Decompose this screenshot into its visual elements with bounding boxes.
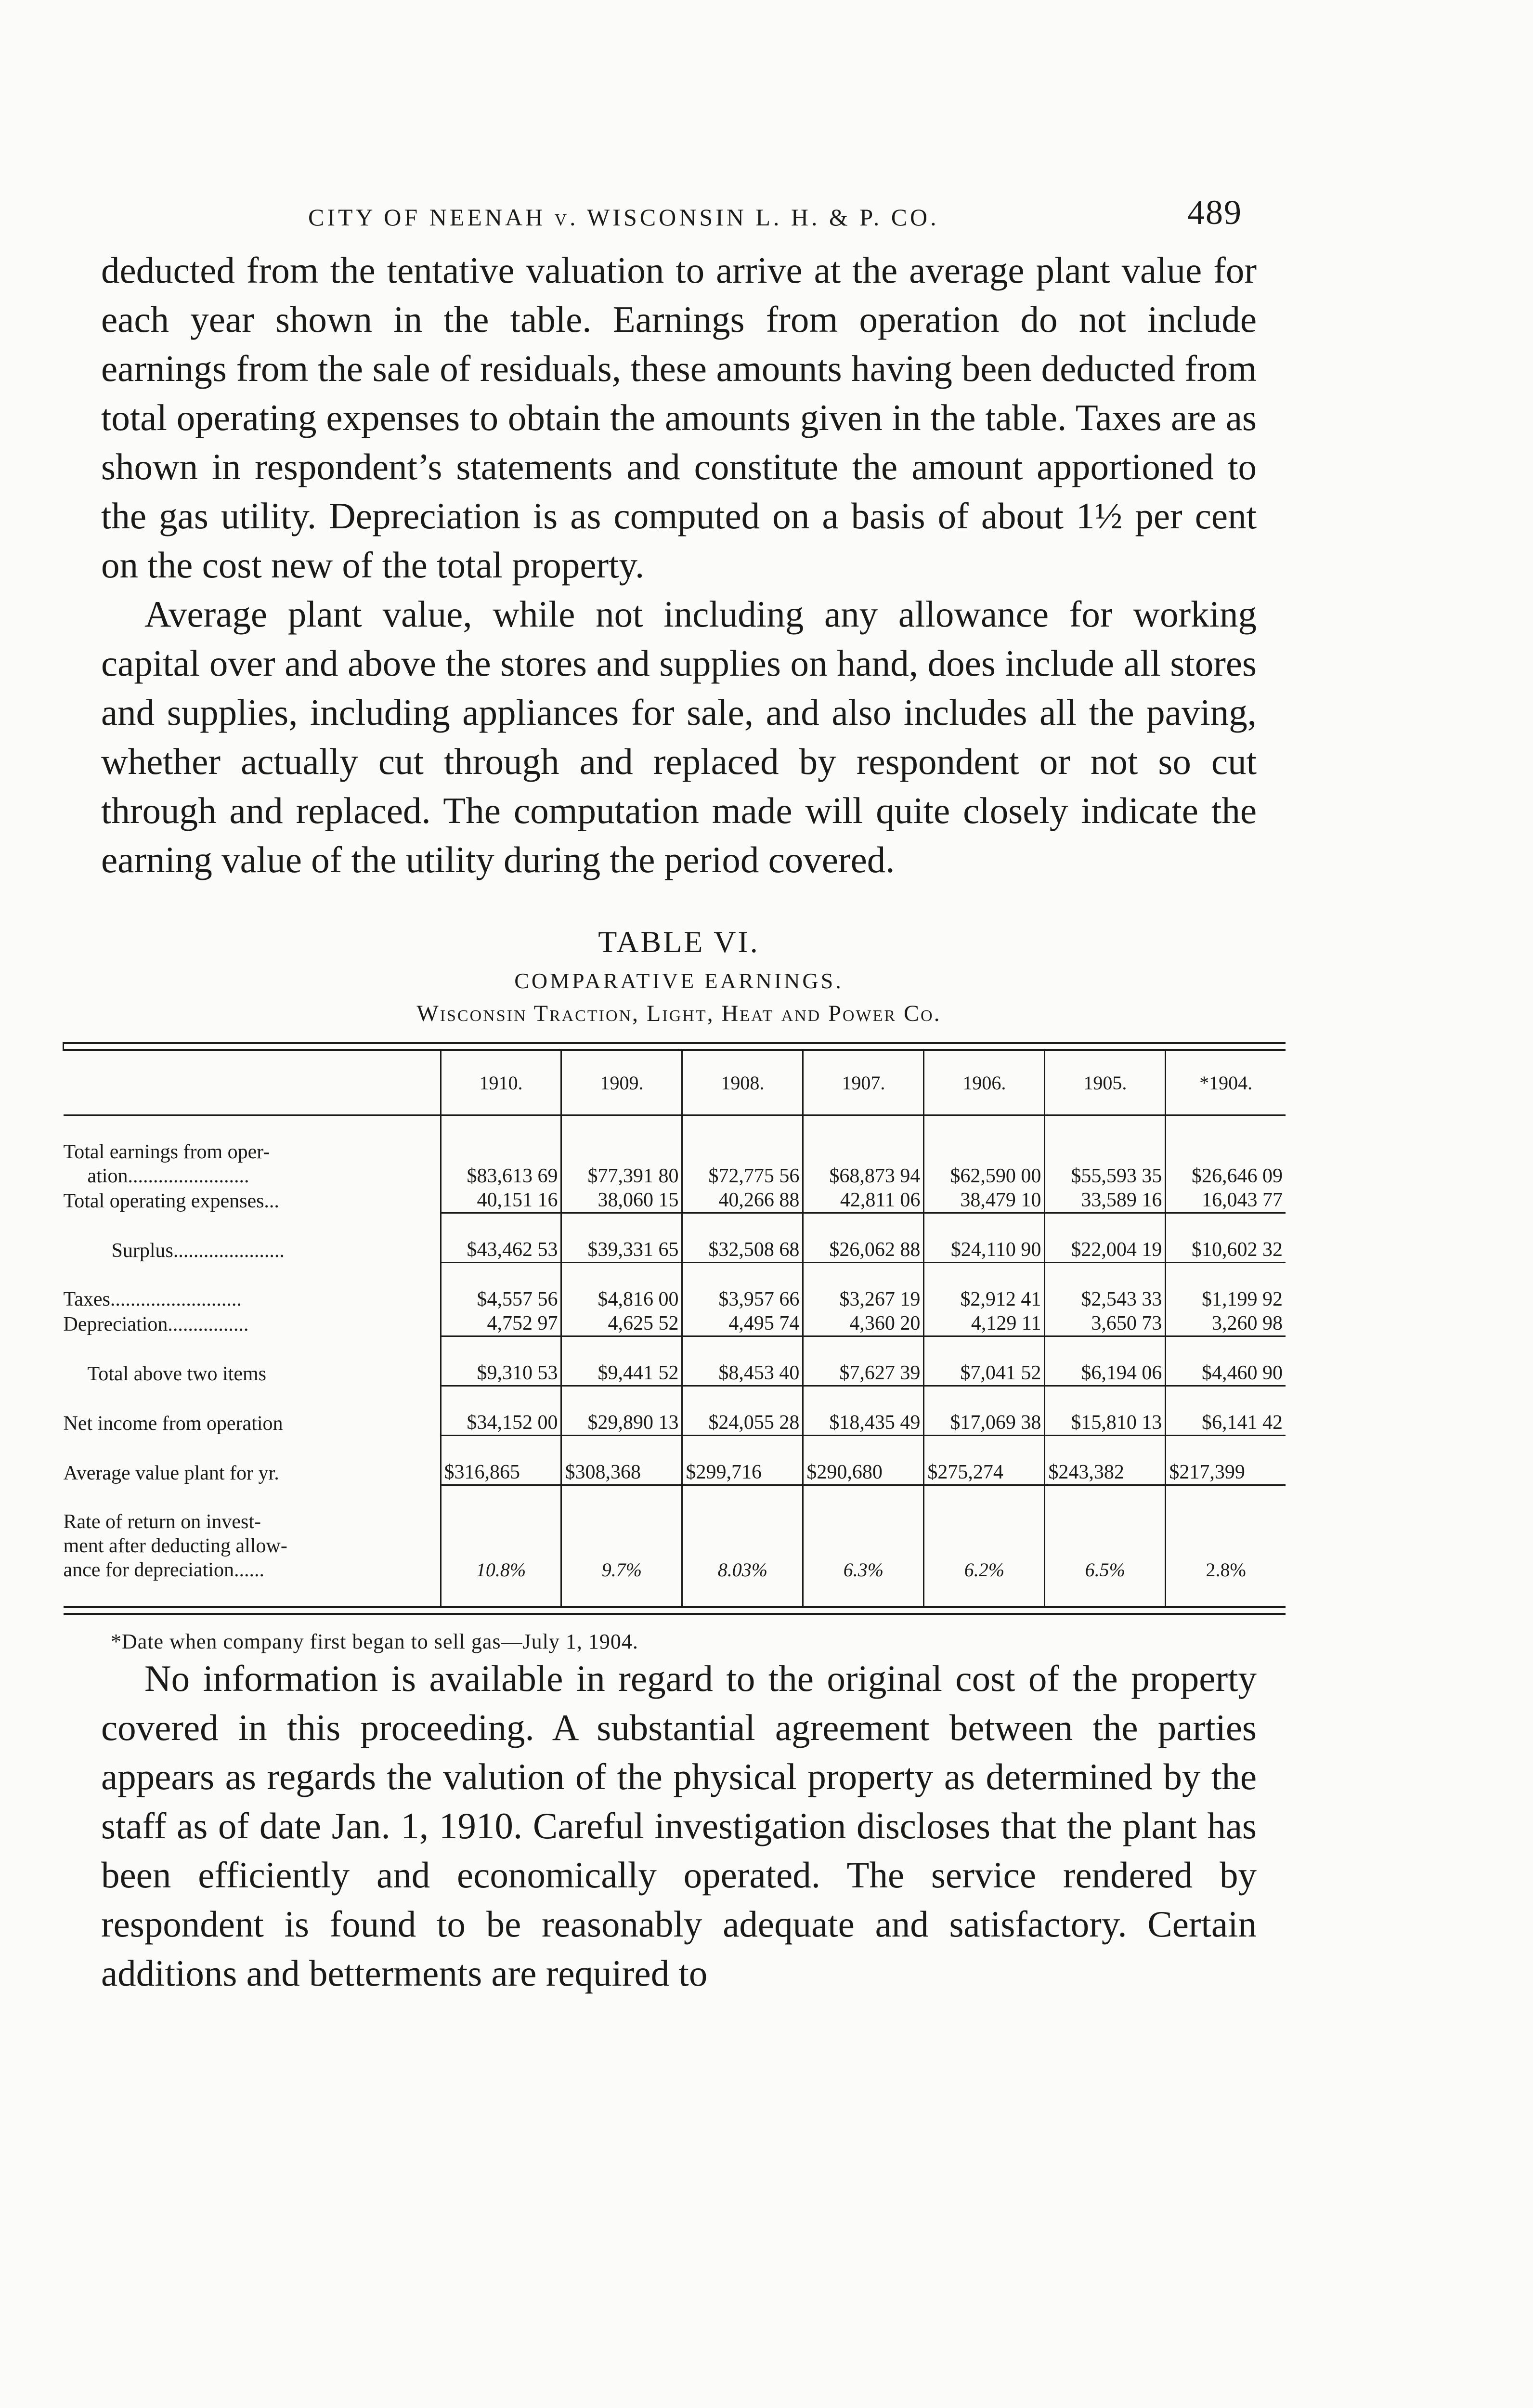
cell: $18,435 49: [803, 1411, 924, 1436]
cell: $316,865: [441, 1460, 561, 1485]
year-header: 1908.: [682, 1050, 803, 1115]
table-row: [64, 1361, 1286, 1386]
row-label: Surplus......................: [111, 1239, 285, 1262]
cell: 3,650 73: [1045, 1311, 1166, 1336]
page-number: 489: [1187, 193, 1242, 232]
table-row: [64, 1238, 1286, 1263]
year-header: 1907.: [803, 1050, 924, 1115]
cell: 4,625 52: [561, 1311, 682, 1336]
table-row: [64, 1311, 1286, 1336]
cell: $68,873 94: [803, 1140, 924, 1188]
cell: $15,810 13: [1045, 1411, 1166, 1436]
cell: $8,453 40: [682, 1361, 803, 1386]
cell: 4,752 97: [441, 1311, 561, 1336]
cell: $72,775 56: [682, 1140, 803, 1188]
cell: $43,462 53: [441, 1238, 561, 1263]
row-label: Average value plant for yr.: [63, 1462, 279, 1484]
comparative-earnings-table: [63, 1042, 1286, 1615]
table-row: [64, 1411, 1286, 1436]
table-header-row: [64, 1050, 1286, 1115]
cell: $34,152 00: [441, 1411, 561, 1436]
row-label: Depreciation................: [63, 1313, 249, 1335]
cell: $4,816 00: [561, 1287, 682, 1311]
cell: 4,129 11: [924, 1311, 1045, 1336]
cell: 42,811 06: [803, 1188, 924, 1213]
cell: 33,589 16: [1045, 1188, 1166, 1213]
cell: $308,368: [561, 1460, 682, 1485]
year-header: 1906.: [924, 1050, 1045, 1115]
table-caption: [101, 923, 1257, 1031]
cell: $62,590 00: [924, 1140, 1045, 1188]
cell: $24,110 90: [924, 1238, 1045, 1263]
cell: $3,267 19: [803, 1287, 924, 1311]
row-label: Rate of return on invest- ment after deducting allow- ance for depreciation......: [63, 1511, 287, 1581]
cell: 16,043 77: [1166, 1188, 1286, 1213]
year-header: *1904.: [1166, 1050, 1286, 1115]
cell: $9,441 52: [561, 1361, 682, 1386]
cell: $9,310 53: [441, 1361, 561, 1386]
table-row: [64, 1140, 1286, 1188]
cell: $4,557 56: [441, 1287, 561, 1311]
table-company: Wisconsin Traction, Light, Heat and Power Co.: [416, 1001, 941, 1026]
cell: $83,613 69: [441, 1140, 561, 1188]
cell: 8.03%: [682, 1510, 803, 1582]
cell: $6,194 06: [1045, 1361, 1166, 1386]
cell: $32,508 68: [682, 1238, 803, 1263]
cell: 4,360 20: [803, 1311, 924, 1336]
cell: $10,602 32: [1166, 1238, 1286, 1263]
cell: $1,199 92: [1166, 1287, 1286, 1311]
cell: 40,151 16: [441, 1188, 561, 1213]
paragraph-2: Average plant value, while not including any allowance for working capital over and above the stores and supplies on hand, does include all stores and supplies, including appliances for sale, and also includes all the paving, whether actually cut through and replaced by respondent or not so cut through and replaced. The computation made will quite closely indicate the earning value of the utility during the period covered.: [101, 593, 1257, 880]
cell: $4,460 90: [1166, 1361, 1286, 1386]
cell: $299,716: [682, 1460, 803, 1485]
cell: 4,495 74: [682, 1311, 803, 1336]
table-row: [64, 1287, 1286, 1311]
cell: 40,266 88: [682, 1188, 803, 1213]
row-label: Total earnings from oper- ation........................: [63, 1141, 270, 1187]
row-label: Taxes..........................: [63, 1288, 242, 1310]
cell: $290,680: [803, 1460, 924, 1485]
table-row: [64, 1510, 1286, 1582]
cell: 6.2%: [924, 1510, 1045, 1582]
cell: $275,274: [924, 1460, 1045, 1485]
table-row: [64, 1188, 1286, 1213]
cell: $17,069 38: [924, 1411, 1045, 1436]
paragraph-1: deducted from the tentative valuation to arrive at the average plant value for each year shown in the table. Earnings from operation do not include earnings from the sale of residuals, these amounts having been deducted from total operating expenses to obtain the amounts given in the table. Taxes are as shown in respondent’s statements and constitute the amount apportioned to the gas utility. Depreciation is as computed on a basis of about 1½ per cent on the cost new of the total property.: [101, 249, 1257, 586]
cell: 38,060 15: [561, 1188, 682, 1213]
cell: $26,062 88: [803, 1238, 924, 1263]
row-label: Total operating expenses...: [63, 1190, 279, 1212]
cell: $22,004 19: [1045, 1238, 1166, 1263]
header-blank: [64, 1050, 441, 1115]
cell: $7,041 52: [924, 1361, 1045, 1386]
cell: 9.7%: [561, 1510, 682, 1582]
table-number: TABLE VI.: [598, 925, 760, 959]
cell: 6.3%: [803, 1510, 924, 1582]
cell: $2,543 33: [1045, 1287, 1166, 1311]
cell: $77,391 80: [561, 1140, 682, 1188]
cell: $55,593 35: [1045, 1140, 1166, 1188]
cell: $26,646 09: [1166, 1140, 1286, 1188]
page: [63, 193, 1283, 1998]
running-head-title: CITY OF NEENAH v. WISCONSIN L. H. & P. CO.: [308, 204, 939, 231]
cell: $243,382: [1045, 1460, 1166, 1485]
table-subtitle: COMPARATIVE EARNINGS.: [514, 968, 844, 993]
cell: $217,399: [1166, 1460, 1286, 1485]
cell: $7,627 39: [803, 1361, 924, 1386]
row-label: Total above two items: [87, 1362, 266, 1385]
cell: $29,890 13: [561, 1411, 682, 1436]
year-header: 1910.: [441, 1050, 561, 1115]
cell: $3,957 66: [682, 1287, 803, 1311]
row-label: Net income from operation: [63, 1412, 283, 1435]
running-head: [101, 193, 1257, 246]
table-row: [64, 1460, 1286, 1485]
cell: 38,479 10: [924, 1188, 1045, 1213]
cell: 10.8%: [441, 1510, 561, 1582]
year-header: 1905.: [1045, 1050, 1166, 1115]
cell: $39,331 65: [561, 1238, 682, 1263]
year-header: 1909.: [561, 1050, 682, 1115]
cell: $24,055 28: [682, 1411, 803, 1436]
cell: 6.5%: [1045, 1510, 1166, 1582]
cell: $2,912 41: [924, 1287, 1045, 1311]
cell: 3,260 98: [1166, 1311, 1286, 1336]
cell: 2.8%: [1166, 1510, 1286, 1582]
cell: $6,141 42: [1166, 1411, 1286, 1436]
paragraph-3: No information is available in regard to the original cost of the property covered in this proceeding. A substantial agreement between the parties appears as regards the valution of the physical property as determined by the staff as of date Jan. 1, 1910. Careful investigation discloses that the plant has been efficiently and economically operated. The service rendered by respondent is found to be reasonably adequate and satisfactory. Certain additions and betterments are required to: [101, 1658, 1257, 1994]
table-footnote: *Date when company first began to sell gas—July 1, 1904.: [111, 1630, 638, 1653]
